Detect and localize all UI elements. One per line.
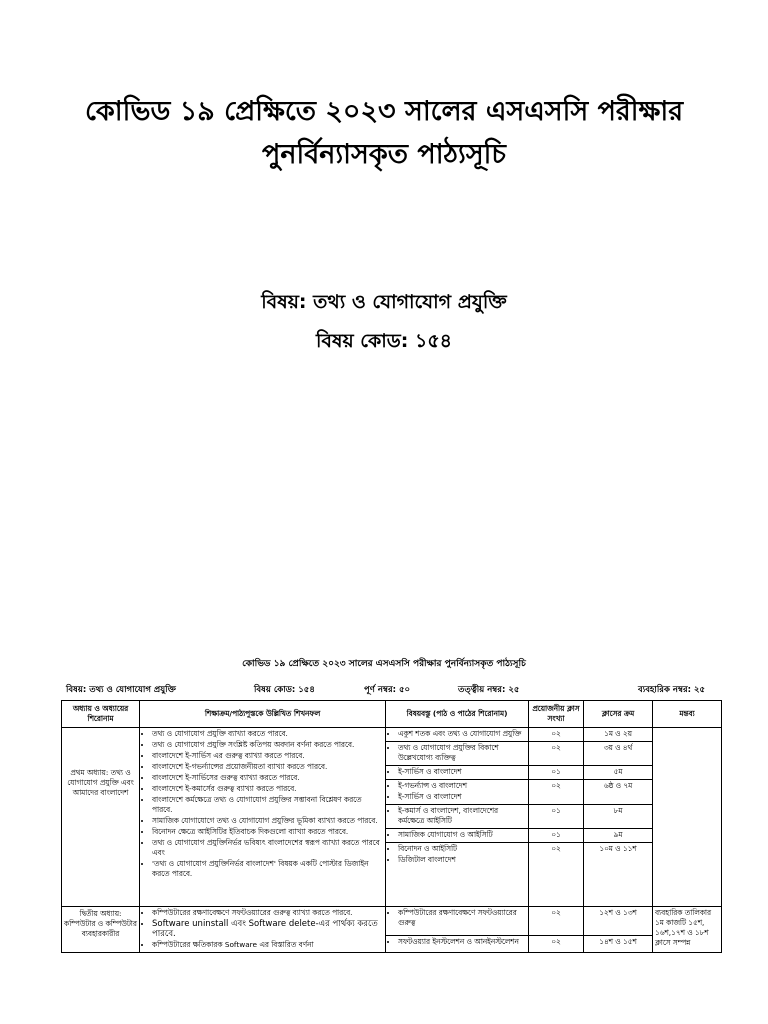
table-meta-row xyxy=(62,683,722,697)
subject-code-heading: বিষয় কোড: ১৫৪ xyxy=(316,330,452,352)
chapter-1-outcomes xyxy=(140,728,386,907)
order-cell: ৮ম xyxy=(584,805,653,829)
order-cell: ১০ম ও ১১শ xyxy=(584,843,653,907)
meta-subject: বিষয়: তথ্য ও যোগাযোগ প্রযুক্তি xyxy=(66,685,176,695)
syllabus-table xyxy=(61,700,722,953)
content-cell xyxy=(386,728,529,742)
order-cell: ৩য় ও ৪র্থ xyxy=(584,742,653,766)
outcome-item: • বাংলাদেশে কর্মক্ষেত্রে তথ্য ও যোগাযোগ প্রযুক্তির সম্ভাবনা বিশ্লেষণ করতে পারবে. xyxy=(152,795,383,815)
outcome-item: • তথ্য ও যোগাযোগ প্রযুক্তি ব্যাখ্যা করতে পারবে. xyxy=(152,729,383,739)
content-cell xyxy=(386,780,529,805)
content-item: • একুশ শতক এবং তথ্য ও যোগাযোগ প্রযুক্তি xyxy=(398,729,526,739)
remarks-cell: ব্যবহারিক তালিকার ১ম কাজটি ১৫শ, ১৬শ,১৭শ ও ১৮শ ক্লাসে সম্পন্ন xyxy=(653,907,722,953)
meta-practical-marks: ব্যবহারিক নম্বর: ২৫ xyxy=(638,685,706,695)
header-classes: প্রয়োজনীয় ক্লাস সংখ্যা xyxy=(529,701,584,728)
content-item: • বিনোদন ও আইসিটি xyxy=(398,844,526,854)
outcome-item: • বাংলাদেশে ই-কমার্সের গুরুত্ব ব্যাখ্যা করতে পারবে. xyxy=(152,784,383,794)
content-item: • ই-সার্ভিস ও বাংলাদেশ xyxy=(398,767,526,777)
outcome-item: • 'তথ্য ও যোগাযোগ প্রযুক্তিনির্ভর বাংলাদেশ' বিষয়ক একটি পোস্টার ডিজাইন করতে পারবে. xyxy=(152,859,383,879)
subject-heading: বিষয়: তথ্য ও যোগাযোগ প্রযুক্তি xyxy=(261,291,507,313)
content-item: • তথ্য ও যোগাযোগ প্রযুক্তির বিকাশে উল্লেখযোগ্য ব্যক্তিত্ব xyxy=(398,743,526,763)
meta-full-marks: পূর্ণ নম্বর: ৫০ xyxy=(364,685,411,695)
order-cell: ৯ম xyxy=(584,829,653,843)
order-cell: ৬ষ্ঠ ও ৭ম xyxy=(584,780,653,805)
table-header-row xyxy=(62,701,722,728)
content-item: • সামাজিক যোগাযোগ ও আইসিটি xyxy=(398,830,526,840)
classes-cell: ০২ xyxy=(529,742,584,766)
content-cell xyxy=(386,766,529,780)
content-cell xyxy=(386,805,529,829)
content-cell xyxy=(386,907,529,936)
classes-cell: ০১ xyxy=(529,805,584,829)
table-caption: কোভিড ১৯ প্রেক্ষিতে ২০২৩ সালের এসএসসি পরীক্ষার পুনর্বিন্যাসকৃত পাঠ্যসূচি xyxy=(242,659,526,669)
outcome-item: • তথ্য ও যোগাযোগ প্রযুক্তিনির্ভর ভবিষ্যৎ বাংলাদেশের স্বরূপ ব্যাখ্যা করতে পারবে এবং xyxy=(152,838,383,858)
outcome-item: • বিনোদন ক্ষেত্রে আইসিটির ইতিবাচক দিকগুলো ব্যাখ্যা করতে পারবে. xyxy=(152,827,383,837)
outcome-item: • কম্পিউটারের রক্ষণাবেক্ষণে সফটওয়্যারের গুরুত্ব ব্যাখ্যা করতে পারবে. xyxy=(152,908,383,918)
header-outcomes: শিক্ষাক্রম/পাঠ্যপুস্তকে উল্লিখিত শিখনফল xyxy=(140,701,386,728)
chapter-2-title: দ্বিতীয় অধ্যায়: কম্পিউটার ও কম্পিউটার ব্যবহারকারীর xyxy=(62,907,140,953)
outcome-item: • বাংলাদেশে ই-সার্ভিস এর গুরুত্ব ব্যাখ্যা করতে পারবে. xyxy=(152,751,383,761)
content-cell xyxy=(386,843,529,907)
classes-cell: ০২ xyxy=(529,907,584,936)
order-cell: ১৪শ ও ১৫শ xyxy=(584,936,653,953)
document-title-line-2: পুনর্বিন্যাসকৃত পাঠ্যসূচি xyxy=(262,139,506,170)
order-cell: ১২শ ও ১৩শ xyxy=(584,907,653,936)
table-row xyxy=(62,907,722,936)
header-order: ক্লাসের ক্রম xyxy=(584,701,653,728)
order-cell: ৫ম xyxy=(584,766,653,780)
table-row xyxy=(62,728,722,742)
meta-code: বিষয় কোড: ১৫৪ xyxy=(254,685,315,695)
classes-cell: ০১ xyxy=(529,829,584,843)
classes-cell: ০২ xyxy=(529,728,584,742)
content-item: • ই-কমার্স ও বাংলাদেশ, বাংলাদেশের কর্মক্ষেত্রে আইসিটি xyxy=(398,806,526,826)
outcome-item: • বাংলাদেশে ই-গভর্ন্যান্সের প্রয়োজনীয়তা ব্যাখ্যা করতে পারবে. xyxy=(152,762,383,772)
chapter-2-outcomes xyxy=(140,907,386,953)
content-item: • ডিজিটাল বাংলাদেশ xyxy=(398,855,526,865)
content-cell xyxy=(386,829,529,843)
content-cell xyxy=(386,742,529,766)
outcome-item: • তথ্য ও যোগাযোগ প্রযুক্তি সংশ্লিষ্ট কতিপয় অবদান বর্ণনা করতে পারবে. xyxy=(152,740,383,750)
classes-cell: ০২ xyxy=(529,780,584,805)
outcome-item: • সামাজিক যোগাযোগে তথ্য ও যোগাযোগ প্রযুক্তির ভূমিকা ব্যাখ্যা করতে পারবে. xyxy=(152,816,383,826)
content-cell xyxy=(386,936,529,953)
content-item: • ই-গভর্ন্যান্স ও বাংলাদেশ xyxy=(398,781,526,791)
outcome-item: • কম্পিউটারের ক্ষতিকারক Software এর বিস্তারিত বর্ণনা xyxy=(152,940,383,950)
chapter-1-title: প্রথম অধ্যায়: তথ্য ও যোগাযোগ প্রযুক্তি এবং আমাদের বাংলাদেশ xyxy=(62,728,140,907)
meta-theory-marks: তত্ত্বীয় নম্বর: ২৫ xyxy=(458,685,520,695)
outcome-item: • বাংলাদেশে ই-সার্ভিসের গুরুত্ব ব্যাখ্যা করতে পারবে. xyxy=(152,773,383,783)
classes-cell: ০১ xyxy=(529,766,584,780)
header-remarks: মন্তব্য xyxy=(653,701,722,728)
content-item: • কম্পিউটারের রক্ষণাবেক্ষণে সফটওয়্যারের গুরুত্ব xyxy=(398,908,526,928)
document-title-line-1: কোভিড ১৯ প্রেক্ষিতে ২০২৩ সালের এসএসসি পরীক্ষার xyxy=(84,96,684,127)
classes-cell: ০২ xyxy=(529,843,584,907)
remarks-cell xyxy=(653,728,722,907)
content-item: • ই-সার্ভিস ও বাংলাদেশ xyxy=(398,792,526,802)
content-item: • সফটওয়্যার ইনস্টলেশন ও আনইনস্টলেশন xyxy=(398,937,526,947)
outcome-item: • Software uninstall এবং Software delete-এর পার্থক্য করতে পারবে. xyxy=(152,919,383,939)
classes-cell: ০২ xyxy=(529,936,584,953)
order-cell: ১ম ও ২য় xyxy=(584,728,653,742)
header-content: বিষয়বস্তু (পাঠ ও পাঠের শিরোনাম) xyxy=(386,701,529,728)
header-chapter: অধ্যায় ও অধ্যায়ের শিরোনাম xyxy=(62,701,140,728)
